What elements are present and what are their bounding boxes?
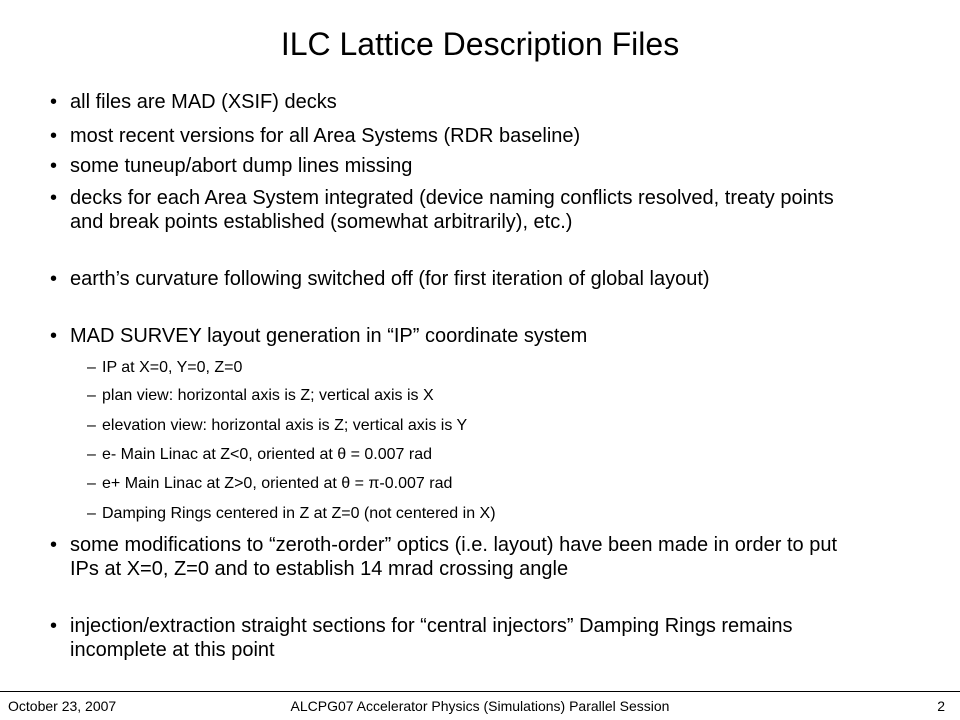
slide-title: ILC Lattice Description Files — [280, 26, 680, 62]
sub-bullet-text: e+ Main Linac at Z>0, oriented at θ = π-0.007 rad — [102, 475, 453, 492]
sub-bullet-text: plan view: horizontal axis is Z; vertical axis is X — [102, 387, 434, 404]
sub-bullet-dash: – — [87, 446, 96, 463]
sub-bullet-item — [87, 358, 862, 378]
page-number: 2 — [937, 698, 945, 714]
sub-bullet-dash: – — [87, 417, 96, 434]
bullet-text: some modifications to “zeroth-order” optics (i.e. layout) have been made in order to put IPs at X=0, Z=0 and to establish 14 mrad crossing angle — [70, 534, 838, 580]
bullet-dot: • — [50, 187, 58, 209]
sub-bullet-item — [87, 474, 862, 494]
sub-bullet-dash: – — [87, 359, 96, 376]
bullet-text: all files are MAD (XSIF) decks — [70, 91, 337, 113]
bullet-dot: • — [50, 91, 58, 113]
sub-bullet-dash: – — [87, 387, 96, 404]
sub-bullet-dash: – — [87, 505, 96, 522]
bullet-item — [50, 533, 870, 581]
bullet-text: decks for each Area System integrated (device naming conflicts resolved, treaty points and break points established (somewhat arbitrarily), etc.) — [70, 187, 834, 233]
sub-bullet-dash: – — [87, 475, 96, 492]
sub-bullet-item — [87, 386, 862, 406]
bullet-dot: • — [50, 268, 58, 290]
bullet-text: earth’s curvature following switched off (for first iteration of global layout) — [70, 268, 710, 290]
bullet-text: some tuneup/abort dump lines missing — [70, 155, 413, 177]
bullet-item — [50, 154, 870, 178]
bullet-item — [50, 324, 870, 348]
bullet-item — [50, 267, 870, 291]
bullet-text: most recent versions for all Area Systems (RDR baseline) — [70, 125, 581, 147]
bullet-dot: • — [50, 325, 58, 347]
bullet-item — [50, 90, 870, 114]
bullet-dot: • — [50, 125, 58, 147]
sub-bullet-text: e- Main Linac at Z<0, oriented at θ = 0.007 rad — [102, 446, 432, 463]
sub-bullet-text: IP at X=0, Y=0, Z=0 — [102, 359, 243, 376]
sub-bullet-text: elevation view: horizontal axis is Z; vertical axis is Y — [102, 417, 468, 434]
sub-bullet-item — [87, 504, 862, 524]
bullet-dot: • — [50, 534, 58, 556]
bullet-dot: • — [50, 155, 58, 177]
bullet-text: MAD SURVEY layout generation in “IP” coordinate system — [70, 325, 588, 347]
bullet-item — [50, 614, 870, 662]
bullet-item — [50, 186, 870, 234]
bullet-text: injection/extraction straight sections for “central injectors” Damping Rings remains incomplete at this point — [70, 615, 793, 661]
footer-session: ALCPG07 Accelerator Physics (Simulations) Parallel Session — [290, 698, 670, 714]
sub-bullet-item — [87, 445, 862, 465]
footer-date: October 23, 2007 — [8, 698, 117, 714]
bullet-dot: • — [50, 615, 58, 637]
footer-divider — [0, 691, 960, 692]
sub-bullet-item — [87, 416, 862, 436]
sub-bullet-text: Damping Rings centered in Z at Z=0 (not centered in X) — [102, 505, 496, 522]
bullet-item — [50, 124, 870, 148]
